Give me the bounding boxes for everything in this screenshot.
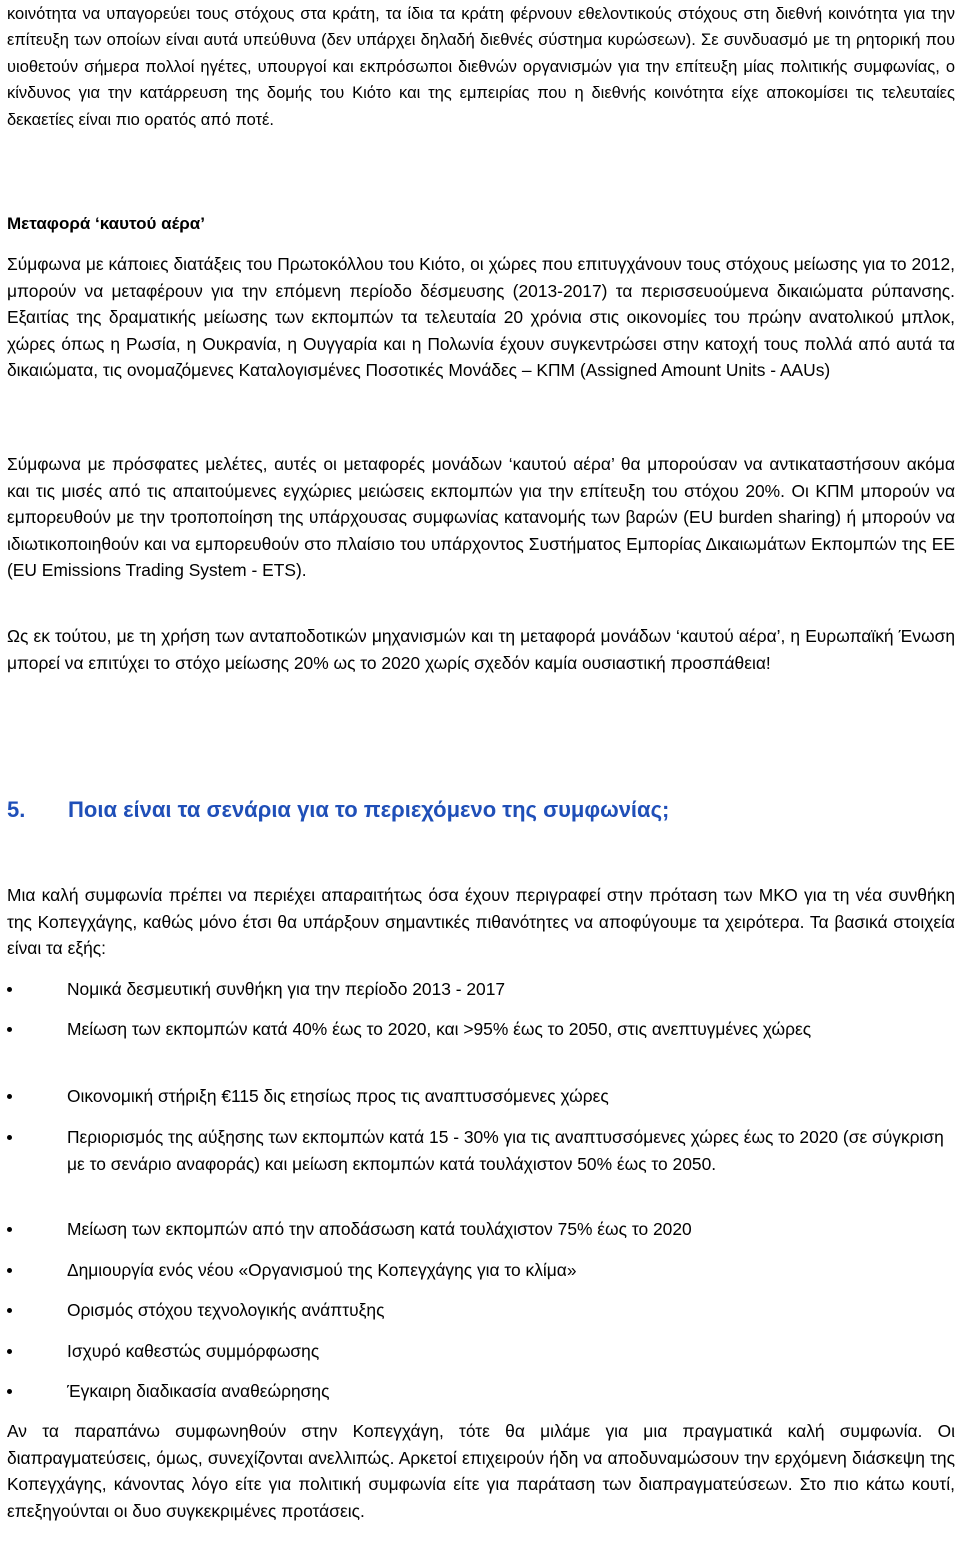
- list-item: Ισχυρό καθεστώς συμμόρφωσης: [7, 1338, 955, 1365]
- bullet-icon: [7, 1389, 12, 1394]
- list-item: Μείωση των εκπομπών από την αποδάσωση κατά τουλάχιστον 75% έως το 2020: [7, 1216, 955, 1243]
- bullet-icon: [7, 1135, 12, 1140]
- list-item: Ορισμός στόχου τεχνολογικής ανάπτυξης: [7, 1297, 955, 1324]
- list-item: Μείωση των εκπομπών κατά 40% έως το 2020, και >95% έως το 2050, στις ανεπτυγμένες χώρες: [7, 1016, 955, 1043]
- section-5-heading: [7, 795, 669, 825]
- hot-air-paragraph-1: Σύμφωνα με κάποιες διατάξεις του Πρωτοκόλλου του Κιότο, οι χώρες που επιτυγχάνουν τους στόχους μείωσης για το 2012, μπορούν να μεταφέρουν για την επόμενη περίοδο δέσμευσης (2013-2017) τα περισσευούμενα δικαιώματα ρύπανσης. Εξαιτίας της δραματικής μείωσης των εκπομπών τα τελευταία 20 χρόνια στις οικονομίες του πρώην ανατολικού μπλοκ, χώρες όπως η Ρωσία, η Ουκρανία, η Ουγγαρία και η Πολωνία έχουν συγκεντρώσει στην κατοχή τους πολλά από αυτά τα δικαιώματα, τις ονομαζόμενες Καταλογισμένες Ποσοτικές Μονάδες – ΚΠΜ (Assigned Amount Units - AAUs): [7, 254, 955, 381]
- document-page: [7, 0, 955, 1521]
- bullet-icon: [7, 1094, 12, 1099]
- hot-air-heading: Μεταφορά ‘καυτού αέρα’: [7, 214, 205, 233]
- section-5-intro: Μια καλή συμφωνία πρέπει να περιέχει απαραιτήτως όσα έχουν περιγραφεί στην πρόταση των ΜΚΟ για τη νέα συνθήκη της Κοπεγχάγης, καθώς μόνο έτσι θα υπάρξουν σημαντικές πιθανότητες να αποφύγουμε τα χειρότερα. Τα βασικά στοιχεία είναι τα εξής:: [7, 885, 955, 959]
- bullet-icon: [7, 1308, 12, 1313]
- list-item: Δημιουργία ενός νέου «Οργανισμού της Κοπεγχάγης για το κλίμα»: [7, 1257, 955, 1284]
- list-item: Νομικά δεσμευτική συνθήκη για την περίοδο 2013 - 2017: [7, 976, 955, 1003]
- bullet-icon: [7, 1349, 12, 1354]
- list-item: Περιορισμός της αύξησης των εκπομπών κατά 15 - 30% για τις αναπτυσσόμενες χώρες έως το 2020 (σε σύγκριση με το σενάριο αναφοράς) και μείωση εκπομπών κατά τουλάχιστον 50% έως το 2050.: [7, 1124, 955, 1177]
- section-title: Ποια είναι τα σενάρια για το περιεχόμενο της συμφωνίας;: [68, 797, 670, 822]
- intro-paragraph: κοινότητα να υπαγορεύει τους στόχους στα κράτη, τα ίδια τα κράτη φέρνουν εθελοντικούς στόχους στη διεθνή κοινότητα για την επίτευξη των οποίων είναι αυτά υπεύθυνα (δεν υπάρχει δηλαδή διεθνές σύστημα κυρώσεων). Σε συνδυασμό με τη ρητορική που υιοθετούν σήμερα πολλοί ηγέτες, υπουργοί και εκπρόσωποι διεθνών οργανισμών για την επίτευξη μίας πολιτικής συμφωνίας, ο κίνδυνος για την κατάρρευση της δομής του Κιότο και της εμπειρίας που η διεθνής κοινότητα είχε αποκομίσει τις τελευταίες δεκαετίες είναι πιο ορατός από ποτέ.: [7, 5, 955, 129]
- bullet-icon: [7, 1027, 12, 1032]
- hot-air-paragraph-3: Ως εκ τούτου, με τη χρήση των ανταποδοτικών μηχανισμών και τη μεταφορά μονάδων ‘καυτού αέρα’, η Ευρωπαϊκή Ένωση μπορεί να επιτύχει το στόχο μείωσης 20% ως το 2020 χωρίς σχεδόν καμία ουσιαστική προσπάθεια!: [7, 626, 955, 673]
- list-item: Οικονομική στήριξη €115 δις ετησίως προς τις αναπτυσσόμενες χώρες: [7, 1083, 955, 1110]
- closing-paragraph: Αν τα παραπάνω συμφωνηθούν στην Κοπεγχάγη, τότε θα μιλάμε για μια πραγματικά καλή συμφωνία. Οι διαπραγματεύσεις, όμως, συνεχίζονται ανελλιπώς. Αρκετοί επιχειρούν ήδη να αποδυναμώσουν την ερχόμενη διάσκεψη της Κοπεγχάγης, κάνοντας λόγο είτε για πολιτική συμφωνία είτε για παράταση των διαπραγματεύσεων. Στο πιο κάτω κουτί, επεξηγούνται οι δυο συγκεκριμένες προτάσεις.: [7, 1421, 955, 1521]
- bullet-icon: [7, 1268, 12, 1273]
- bullet-icon: [7, 987, 12, 992]
- section-number: 5.: [7, 797, 26, 822]
- hot-air-paragraph-2: Σύμφωνα με πρόσφατες μελέτες, αυτές οι μεταφορές μονάδων ‘καυτού αέρα’ θα μπορούσαν να αντικαταστήσουν ακόμα και τις μισές από τις απαιτούμενες εγχώριες μειώσεις εκπομπών για την επίτευξη του στόχου 20%. Οι ΚΠΜ μπορούν να εμπορευθούν με την τροποποίηση της υπάρχουσας συμφωνίας κατανομής των βαρών (EU burden sharing) ή μπορούν να ιδιωτικοποιηθούν και να εμπορευθούν στο πλαίσιο του υπάρχοντος Συστήματος Εμπορίας Δικαιωμάτων Εκπομπών της ΕΕ (EU Emissions Trading System - ETS).: [7, 454, 955, 581]
- bullet-icon: [7, 1227, 12, 1232]
- list-item: Έγκαιρη διαδικασία αναθεώρησης: [7, 1378, 955, 1405]
